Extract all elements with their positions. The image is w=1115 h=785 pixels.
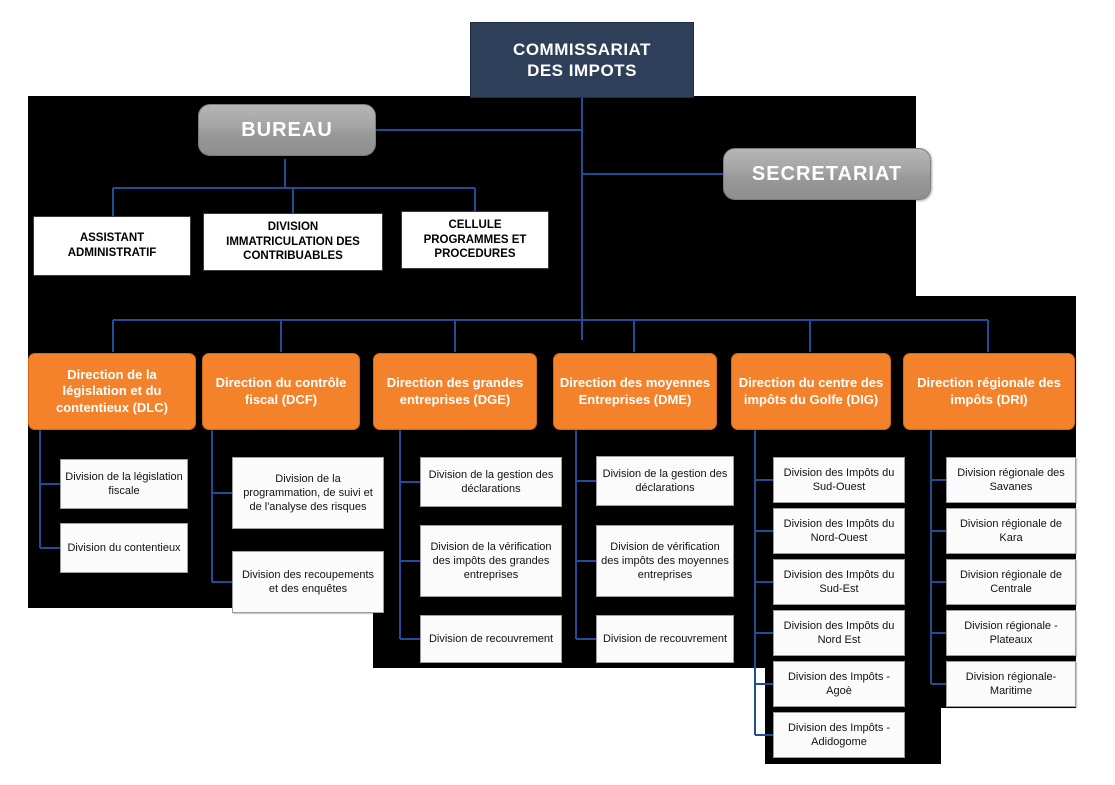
node-direction-dme[interactable]: [553, 353, 717, 430]
direction-label: Direction régionale des impôts (DRI): [917, 375, 1061, 407]
node-direction-dcf[interactable]: [202, 353, 360, 430]
node-title-line1: COMMISSARIAT: [513, 39, 651, 59]
node-dme-division-gestion-declarations[interactable]: [596, 456, 734, 506]
node-division-immatriculation[interactable]: [203, 213, 383, 271]
node-direction-dlc[interactable]: [28, 353, 196, 430]
leaf-label: Division des Impôts du Nord Est: [783, 619, 895, 646]
node-direction-dig[interactable]: [731, 353, 891, 430]
node-dri-division-kara[interactable]: [946, 508, 1076, 554]
node-division-legislation-fiscale[interactable]: [60, 459, 188, 509]
support-line1: DIVISION: [267, 220, 319, 233]
node-dig-division-sud-est[interactable]: [773, 559, 905, 605]
leaf-label: Division du contentieux: [67, 541, 181, 554]
direction-label: Direction des grandes entreprises (DGE): [386, 375, 524, 407]
support-line1: CELLULE: [448, 218, 502, 231]
leaf-label: Division de recouvrement: [428, 632, 554, 645]
leaf-label: Division de la programmation, de suivi et de l'analyse des risques: [243, 472, 373, 514]
direction-label: Direction de la législation et du contentieux (DLC): [56, 367, 168, 415]
node-commissariat-des-impots[interactable]: [470, 22, 694, 98]
node-direction-dge[interactable]: [373, 353, 537, 430]
node-dri-division-centrale[interactable]: [946, 559, 1076, 605]
node-dri-division-savanes[interactable]: [946, 457, 1076, 503]
node-dri-division-plateaux[interactable]: [946, 610, 1076, 656]
support-line3: PROCEDURES: [434, 248, 516, 261]
leaf-label: Division de recouvrement: [602, 632, 728, 645]
node-dge-division-recouvrement[interactable]: [420, 615, 562, 663]
leaf-label: Division des Impôts du Sud-Ouest: [783, 466, 895, 493]
leaf-label: Division régionale- Maritime: [965, 670, 1057, 697]
node-dig-division-adidogome[interactable]: [773, 712, 905, 758]
node-dme-division-verification[interactable]: [596, 525, 734, 597]
support-line3: CONTRIBUABLES: [243, 250, 343, 263]
node-dig-division-nord-est[interactable]: [773, 610, 905, 656]
node-secretariat-label: SECRETARIAT: [751, 162, 903, 185]
node-secretariat[interactable]: [723, 148, 931, 200]
direction-label: Direction des moyennes Entreprises (DME): [559, 375, 711, 407]
leaf-label: Division des Impôts du Sud-Est: [783, 568, 895, 595]
direction-label: Direction du centre des impôts du Golfe (DIG): [738, 375, 884, 407]
node-dig-division-nord-ouest[interactable]: [773, 508, 905, 554]
support-line2: PROGRAMMES ET: [423, 233, 527, 246]
leaf-label: Division régionale de Centrale: [959, 568, 1063, 595]
node-cellule-programmes[interactable]: [401, 211, 549, 269]
node-dig-division-agoe[interactable]: [773, 661, 905, 707]
node-dme-division-recouvrement[interactable]: [596, 615, 734, 663]
leaf-label: Division régionale de Kara: [959, 517, 1063, 544]
node-dri-division-maritime[interactable]: [946, 661, 1076, 707]
leaf-label: Division de la gestion des déclarations: [602, 467, 728, 494]
direction-label: Direction du contrôle fiscal (DCF): [215, 375, 347, 407]
support-line1: ASSISTANT: [79, 232, 145, 245]
node-bureau[interactable]: [198, 104, 376, 156]
leaf-label: Division de la législation fiscale: [65, 470, 183, 497]
leaf-label: Division régionale - Plateaux: [964, 619, 1058, 646]
leaf-label: Division des Impôts - Adidogome: [787, 721, 891, 748]
node-dig-division-sud-ouest[interactable]: [773, 457, 905, 503]
leaf-label: Division régionale des Savanes: [957, 466, 1065, 493]
leaf-label: Division de vérification des impôts des moyennes entreprises: [601, 540, 729, 582]
leaf-label: Division des recoupements et des enquêtes: [241, 568, 375, 595]
node-division-contentieux[interactable]: [60, 523, 188, 573]
support-line2: ADMINISTRATIF: [67, 247, 157, 259]
node-dge-division-verification[interactable]: [420, 525, 562, 597]
leaf-label: Division de la gestion des déclarations: [428, 468, 554, 495]
node-bureau-label: BUREAU: [241, 118, 333, 141]
leaf-label: Division des Impôts - Agoè: [787, 670, 891, 697]
support-line2: IMMATRICULATION DES: [226, 235, 360, 248]
node-direction-dri[interactable]: [903, 353, 1075, 430]
node-division-recoupements[interactable]: [232, 551, 384, 613]
node-title-line2: DES IMPOTS: [527, 61, 637, 80]
leaf-label: Division des Impôts du Nord-Ouest: [783, 517, 895, 544]
leaf-label: Division de la vérification des impôts des grandes entreprises: [430, 540, 552, 582]
node-division-programmation[interactable]: [232, 457, 384, 529]
node-assistant-administratif[interactable]: [33, 216, 191, 276]
node-dge-division-gestion-declarations[interactable]: [420, 457, 562, 507]
